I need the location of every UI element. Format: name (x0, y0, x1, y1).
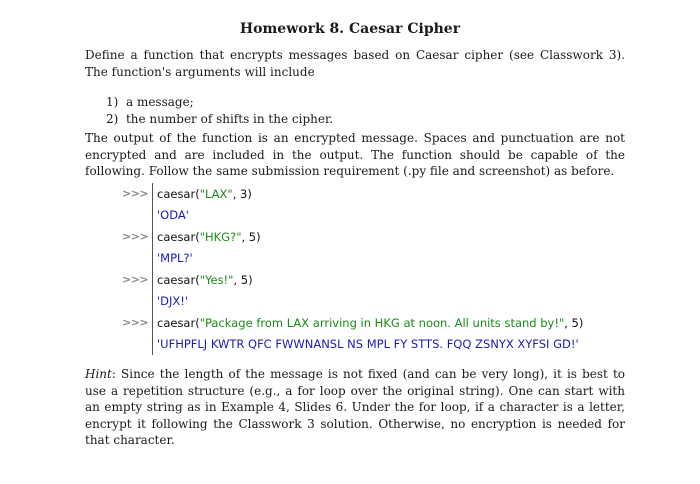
code-output-row (122, 248, 622, 270)
prompt: >>> (122, 273, 149, 287)
string-argument: "LAX" (199, 186, 233, 201)
list-item: 1) a message; (106, 95, 194, 109)
code-output: 'ODA' (152, 205, 189, 227)
hint-label: Hint (85, 367, 112, 381)
code-input-row: >>> caesar( "LAX" , 3) (122, 183, 622, 205)
code-output-row (122, 291, 622, 313)
code-examples (122, 183, 622, 355)
string-argument: "Package from LAX arriving in HKG at noon. All units stand by!" (199, 315, 565, 330)
argument-list (106, 94, 333, 128)
page-title: Homework 8. Caesar Cipher (239, 21, 461, 37)
code-input-row: >>> caesar( "Package from LAX arriving in HKG at noon. All units stand by!" , 5) (122, 312, 622, 334)
string-argument: "HKG?" (199, 229, 242, 244)
intro-paragraph: Define a function that encrypts messages based on Caesar cipher (see Classwork 3). The function's arguments will include (85, 48, 625, 79)
string-argument: "Yes!" (199, 272, 234, 287)
code-input-row: >>> caesar( "Yes!" , 5) (122, 269, 622, 291)
code-input-row: >>> caesar( "HKG?" , 5) (122, 226, 622, 248)
prompt: >>> (122, 187, 149, 201)
hint-paragraph (85, 366, 625, 449)
code-output: 'DJX!' (152, 291, 188, 313)
output-description: The output of the function is an encrypted message. Spaces and punctuation are not encrypted and are included in the output. The function should be capable of the following. Follow the same submission requirement (.py file and screenshot) as before. (85, 131, 625, 178)
list-item: 2) the number of shifts in the cipher. (106, 112, 334, 126)
code-output: 'MPL?' (152, 248, 193, 270)
prompt: >>> (122, 316, 149, 330)
code-output-row (122, 205, 622, 227)
code-output: 'UFHPFLJ KWTR QFC FWWNANSL NS MPL FY STTS. FQQ ZSNYX XYFSI GD!' (152, 334, 579, 356)
hint-text: : Since the length of the message is not fixed (and can be very long), it is best to use a repetition structure (e.g., a for loop over the original string). One can start with an empty string as in Example 4, Slides 6. Under the for loop, if a character is a letter, encrypt it following the Classwork 3 solution. Otherwise, no encryption is needed for that character. (85, 367, 625, 447)
prompt: >>> (122, 230, 149, 244)
code-output-row (122, 334, 622, 356)
